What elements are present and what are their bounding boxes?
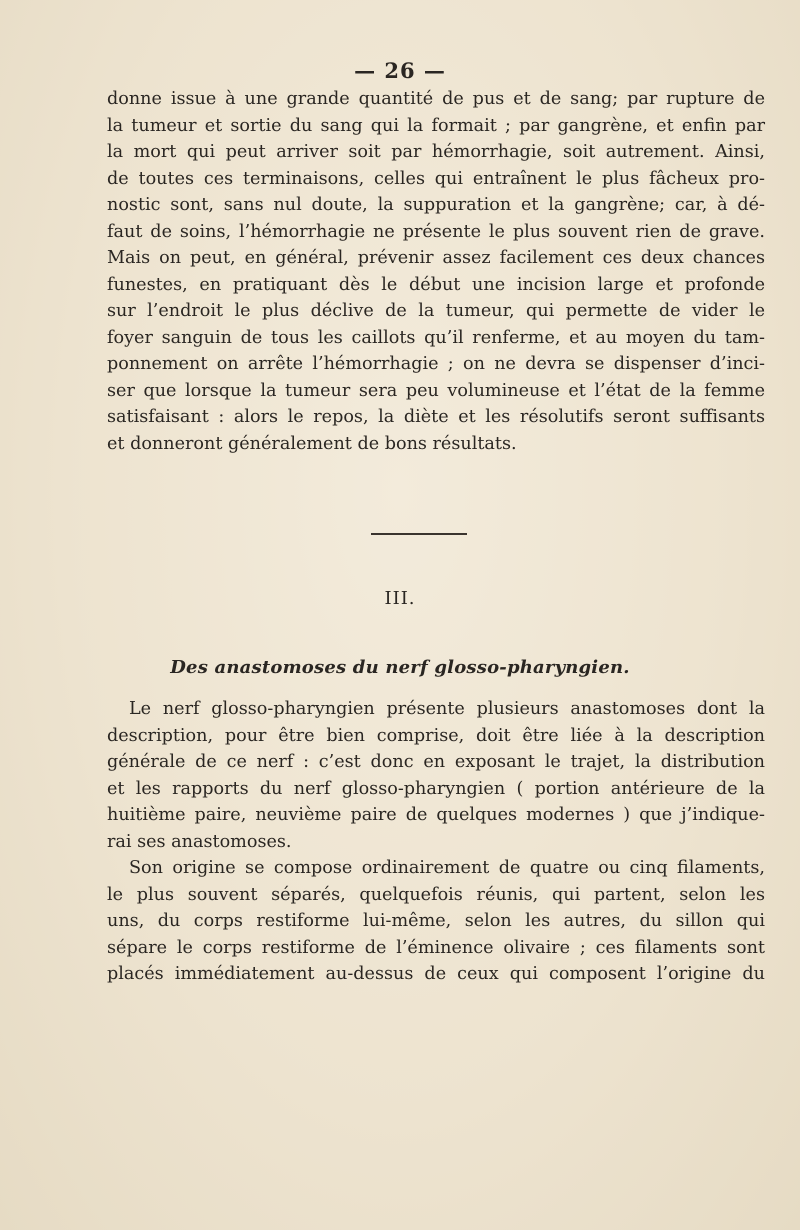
paragraph-hematoma-terminations xyxy=(107,86,765,457)
text-line: funestes, en pratiquant dès le début une incision large et profonde xyxy=(107,274,765,295)
text-line: satisfaisant : alors le repos, la diète et les résolutifs seront suffisants xyxy=(107,407,765,427)
text-line: rai ses anastomoses. xyxy=(107,831,292,852)
text-line: la mort qui peut arriver soit par hémorrhagie, soit autrement. Ainsi, xyxy=(107,142,765,162)
text-line: la tumeur et sortie du sang qui la formait ; par gangrène, et enfin par xyxy=(107,115,765,136)
text-line: et donneront généralement de bons résultats. xyxy=(107,433,517,454)
text-line: huitième paire, neuvième paire de quelques modernes ) que j’indique- xyxy=(107,805,765,825)
section-divider-rule xyxy=(371,533,467,535)
paragraph-nerve-description xyxy=(107,696,765,988)
text-line: description, pour être bien comprise, doit être liée à la description xyxy=(107,725,765,746)
section-number: III. xyxy=(384,588,416,609)
text-line: et les rapports du nerf glosso-pharyngien ( portion antérieure de la xyxy=(107,778,765,799)
text-line: faut de soins, l’hémorrhagie ne présente le plus souvent rien de grave. xyxy=(107,221,765,242)
text-line: Mais on peut, en général, prévenir assez facilement ces deux chances xyxy=(107,248,765,268)
text-line: de toutes ces terminaisons, celles qui entraînent le plus fâcheux pro- xyxy=(107,168,765,189)
text-line: Le nerf glosso-pharyngien présente plusieurs anastomoses dont la xyxy=(129,699,765,719)
page-number: — 26 — xyxy=(354,58,446,83)
section-title: Des anastomoses du nerf glosso-pharyngien. xyxy=(170,657,630,678)
text-line: foyer sanguin de tous les caillots qu’il renferme, et au moyen du tam- xyxy=(107,327,765,348)
text-line: placés immédiatement au-dessus de ceux qui composent l’origine du xyxy=(107,964,765,984)
text-line: nostic sont, sans nul doute, la suppuration et la gangrène; car, à dé- xyxy=(107,195,765,215)
text-line: ponnement on arrête l’hémorrhagie ; on ne devra se dispenser d’inci- xyxy=(107,354,765,374)
text-line: le plus souvent séparés, quelquefois réunis, qui partent, selon les xyxy=(107,884,765,905)
text-line: uns, du corps restiforme lui-même, selon les autres, du sillon qui xyxy=(107,911,765,931)
text-line: Son origine se compose ordinairement de quatre ou cinq filaments, xyxy=(129,858,765,878)
text-line: sépare le corps restiforme de l’éminence olivaire ; ces filaments sont xyxy=(107,937,765,958)
text-line: donne issue à une grande quantité de pus et de sang; par rupture de xyxy=(107,89,765,109)
text-line: sur l’endroit le plus déclive de la tumeur, qui permette de vider le xyxy=(107,301,765,321)
text-line: générale de ce nerf : c’est donc en exposant le trajet, la distribution xyxy=(107,752,765,772)
text-line: ser que lorsque la tumeur sera peu volumineuse et l’état de la femme xyxy=(107,380,765,401)
